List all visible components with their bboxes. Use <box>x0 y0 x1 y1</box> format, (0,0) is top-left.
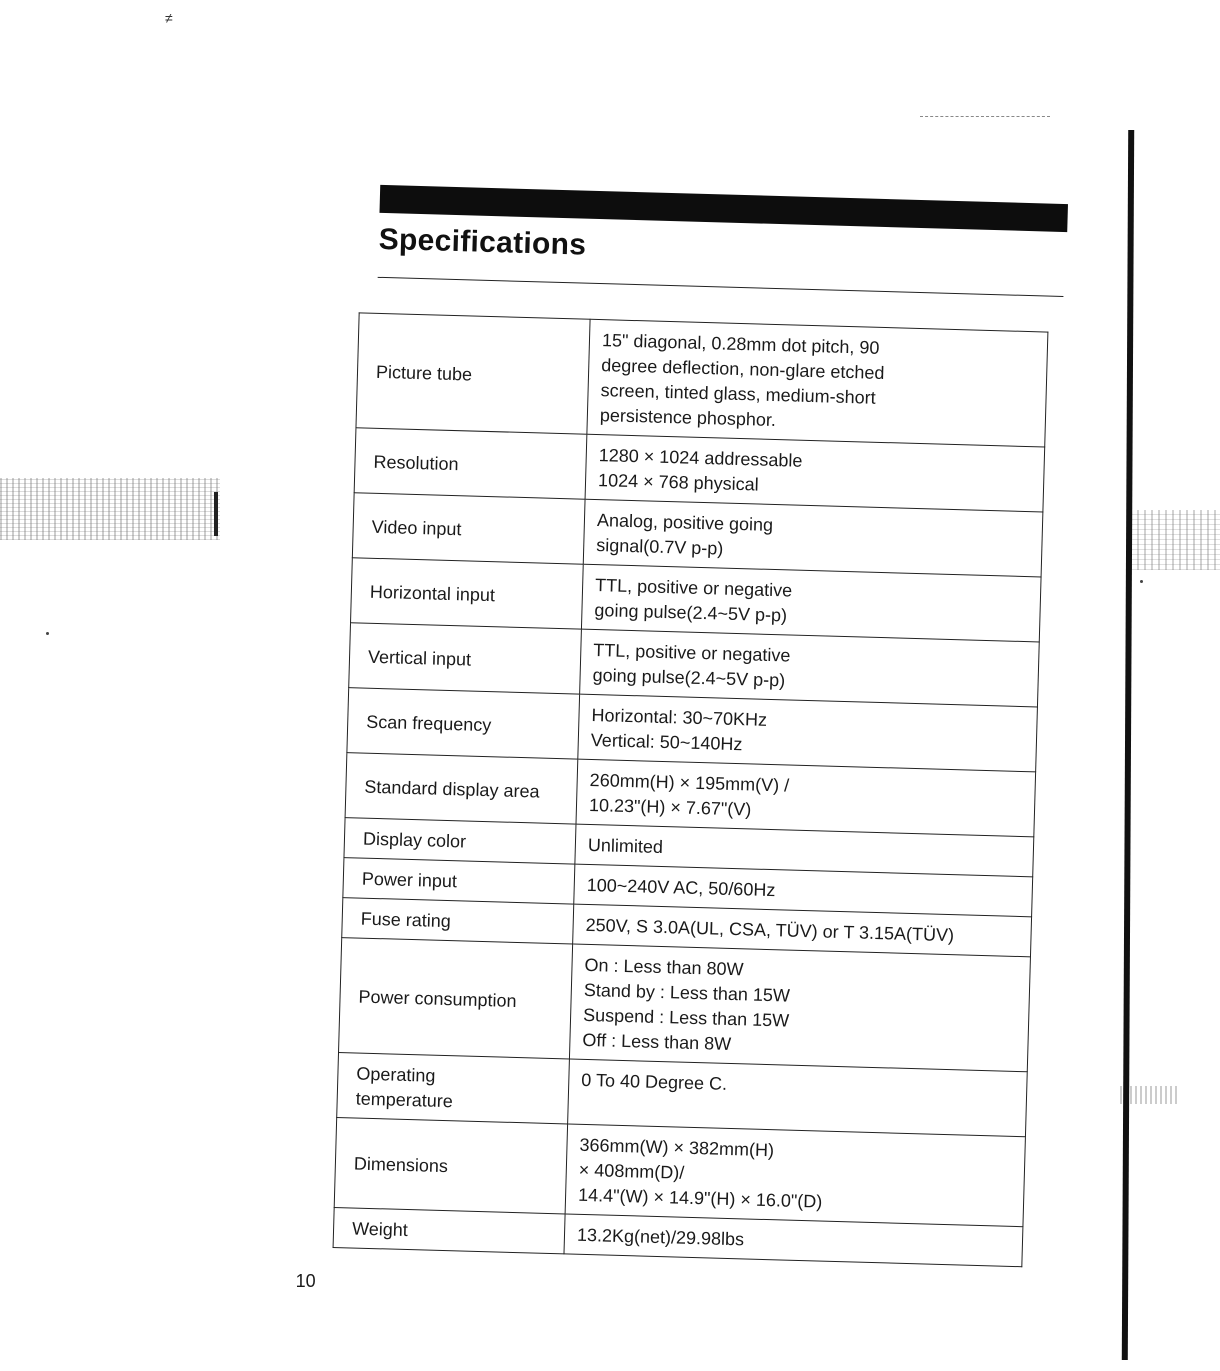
spec-value-line: Analog, positive going <box>596 510 774 535</box>
spec-value-cell <box>565 1124 1025 1227</box>
spec-label: temperature <box>355 1088 454 1112</box>
spec-value-line: 1280 × 1024 addressable <box>598 445 803 471</box>
page-title: Specifications <box>378 222 587 262</box>
spec-label: Horizontal input <box>369 581 496 605</box>
specifications-table <box>333 312 1049 1267</box>
spec-label: Display color <box>362 828 467 852</box>
spec-value-line: 100~240V AC, 50/60Hz <box>586 874 776 901</box>
spec-label-cell <box>354 428 587 499</box>
spec-value-line: 250V, S 3.0A(UL, CSA, TÜV) or T 3.15A(TÜV) <box>585 914 955 946</box>
spec-value-line: 13.2Kg(net)/29.98lbs <box>576 1224 745 1250</box>
spec-label: Scan frequency <box>365 711 492 735</box>
spec-label: Weight <box>351 1218 409 1241</box>
spec-value-cell <box>569 944 1030 1072</box>
spec-label-cell <box>352 493 585 564</box>
spec-label-cell <box>342 898 574 944</box>
spec-label-cell <box>343 858 575 904</box>
spec-label-cell <box>356 313 590 434</box>
spec-value-line: going pulse(2.4~5V p-p) <box>592 664 786 691</box>
spec-value-line: TTL, positive or negative <box>593 640 791 666</box>
title-rule <box>378 277 1064 297</box>
spec-value-line: Unlimited <box>587 834 664 858</box>
spec-value-line: Stand by : Less than 15W <box>583 979 791 1006</box>
spec-value-line: 0 To 40 Degree C. <box>581 1069 728 1094</box>
spec-value-line: degree deflection, non-glare etched <box>601 355 885 384</box>
spec-value-line: TTL, positive or negative <box>594 575 793 601</box>
spec-label-cell <box>347 688 580 759</box>
specifications-table-body <box>333 313 1048 1267</box>
spec-value-line: persistence phosphor. <box>599 405 777 431</box>
spec-value-line: 1024 × 768 physical <box>597 470 759 495</box>
scan-mark: ≠ <box>165 10 173 26</box>
spec-value-line: Horizontal: 30~70KHz <box>591 704 768 730</box>
spec-row <box>356 313 1048 447</box>
spec-label: Standard display area <box>364 776 540 802</box>
spec-value-line: 260mm(H) × 195mm(V) / <box>589 769 790 796</box>
spec-label: Operating <box>356 1063 436 1086</box>
spec-value-line: 10.23"(H) × 7.67"(V) <box>588 794 752 820</box>
spec-label: Power input <box>361 868 458 892</box>
spec-value-line: Off : Less than 8W <box>582 1029 732 1055</box>
spec-label: Resolution <box>373 451 459 474</box>
spec-label: Video input <box>371 516 462 539</box>
spec-label: Vertical input <box>367 646 472 670</box>
spec-label-cell <box>345 753 578 824</box>
spec-label-cell <box>337 1053 570 1124</box>
spec-label: Picture tube <box>375 361 473 385</box>
spec-value-line: 14.4"(W) × 14.9"(H) × 16.0"(D) <box>577 1184 823 1212</box>
spec-label: Dimensions <box>353 1153 449 1177</box>
spec-value-line: Suspend : Less than 15W <box>582 1004 790 1031</box>
spec-label-cell <box>351 558 584 629</box>
spec-label-cell <box>334 1118 567 1214</box>
spec-value-line: On : Less than 80W <box>584 954 744 980</box>
spec-label: Power consumption <box>358 986 517 1011</box>
spec-label-cell <box>344 818 576 864</box>
spec-label-cell <box>333 1207 565 1253</box>
spec-value-line: screen, tinted glass, medium-short <box>600 380 876 408</box>
spec-value-line: 15" diagonal, 0.28mm dot pitch, 90 <box>601 330 880 358</box>
spec-value-line: going pulse(2.4~5V p-p) <box>594 600 788 626</box>
spec-label: Fuse rating <box>360 908 452 932</box>
spec-value-line: Vertical: 50~140Hz <box>590 729 743 755</box>
spec-value-cell <box>587 319 1048 447</box>
spec-value-line: 366mm(W) × 382mm(H) <box>579 1134 775 1161</box>
spec-value-line: signal(0.7V p-p) <box>596 535 724 559</box>
spec-label-cell <box>339 938 573 1059</box>
spec-row <box>339 938 1031 1072</box>
page-number: 10 <box>295 1271 316 1292</box>
spec-value-line: × 408mm(D)/ <box>578 1159 685 1183</box>
spec-label-cell <box>349 623 582 694</box>
